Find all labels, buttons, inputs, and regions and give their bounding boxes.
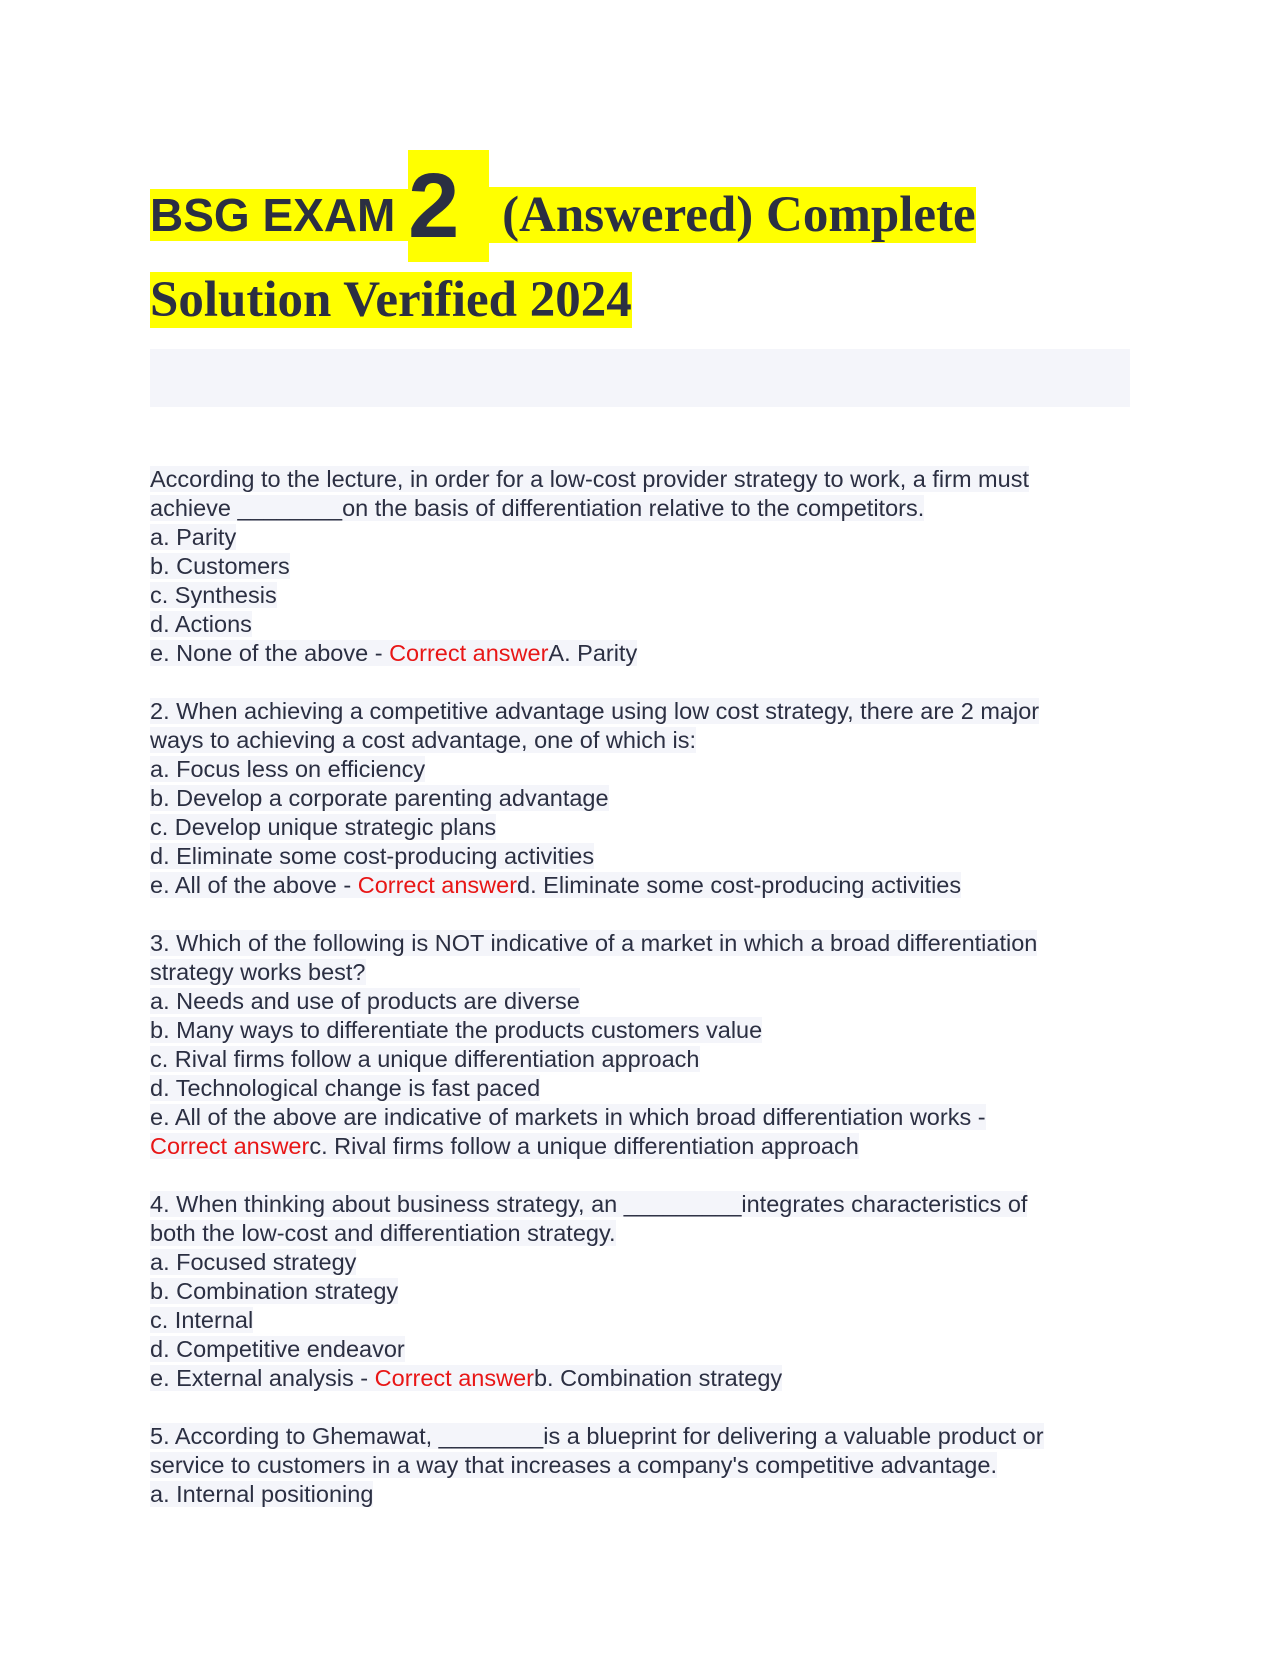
answer-option: d. Technological change is fast paced bbox=[150, 1075, 541, 1101]
correct-answer-value: A. Parity bbox=[548, 640, 638, 666]
answer-option: a. Focus less on efficiency bbox=[150, 756, 426, 782]
correct-answer-label: Correct answer bbox=[374, 1365, 534, 1391]
question-line: achieve ________on the basis of differentiation relative to the competitors. bbox=[150, 495, 925, 521]
answer-option: b. Develop a corporate parenting advantage bbox=[150, 785, 609, 811]
correct-answer-value: d. Eliminate some cost-producing activities bbox=[517, 872, 962, 898]
question-line: 3. Which of the following is NOT indicative of a market in which a broad differentiation bbox=[150, 930, 1038, 956]
answer-option: a. Needs and use of products are diverse bbox=[150, 988, 580, 1014]
option-text: e. External analysis - bbox=[150, 1365, 375, 1391]
title-exam-number: 2 bbox=[408, 150, 489, 262]
correct-answer-value: c. Rival firms follow a unique differentiation approach bbox=[309, 1133, 859, 1159]
question-2 bbox=[150, 697, 1130, 900]
question-4 bbox=[150, 1190, 1130, 1393]
option-text: e. All of the above - bbox=[150, 872, 358, 898]
answer-option: d. Eliminate some cost-producing activities bbox=[150, 843, 595, 869]
answer-option: c. Synthesis bbox=[150, 582, 277, 608]
question-1 bbox=[150, 465, 1130, 668]
title-solution-verified: Solution Verified 2024 bbox=[150, 272, 632, 328]
question-line: 4. When thinking about business strategy, an _________integrates characteristics of bbox=[150, 1191, 1028, 1217]
answer-option: d. Competitive endeavor bbox=[150, 1336, 405, 1362]
question-line: 2. When achieving a competitive advantage using low cost strategy, there are 2 major bbox=[150, 698, 1040, 724]
answer-option: b. Customers bbox=[150, 553, 290, 579]
answer-option: c. Rival firms follow a unique differentiation approach bbox=[150, 1046, 700, 1072]
option-text: e. None of the above - bbox=[150, 640, 390, 666]
answer-option: a. Internal positioning bbox=[150, 1481, 374, 1507]
question-line: both the low-cost and differentiation strategy. bbox=[150, 1220, 616, 1246]
answer-option: a. Focused strategy bbox=[150, 1249, 357, 1275]
document-page bbox=[150, 150, 1130, 1538]
question-line: 5. According to Ghemawat, ________is a blueprint for delivering a valuable product or bbox=[150, 1423, 1044, 1449]
title-exam-label: BSG EXAM bbox=[150, 189, 409, 241]
header-divider-band bbox=[150, 349, 1130, 407]
correct-answer-value: b. Combination strategy bbox=[533, 1365, 783, 1391]
document-title bbox=[150, 150, 1130, 343]
question-5 bbox=[150, 1422, 1130, 1509]
answer-option: c. Develop unique strategic plans bbox=[150, 814, 497, 840]
questions-list bbox=[150, 465, 1130, 1509]
title-answered-complete: (Answered) Complete bbox=[489, 187, 976, 243]
answer-option: d. Actions bbox=[150, 611, 252, 637]
answer-option: b. Many ways to differentiate the products customers value bbox=[150, 1017, 763, 1043]
answer-option-with-correct bbox=[150, 871, 1130, 900]
correct-answer-line bbox=[150, 1132, 1130, 1161]
answer-option: a. Parity bbox=[150, 524, 237, 550]
question-3 bbox=[150, 929, 1130, 1161]
answer-option-with-correct bbox=[150, 1364, 1130, 1393]
answer-option: e. All of the above are indicative of markets in which broad differentiation works - bbox=[150, 1104, 986, 1130]
correct-answer-label: Correct answer bbox=[389, 640, 549, 666]
title-line-2 bbox=[150, 262, 1130, 343]
question-line: service to customers in a way that increases a company's competitive advantage. bbox=[150, 1452, 997, 1478]
question-line: ways to achieving a cost advantage, one of which is: bbox=[150, 727, 697, 753]
answer-option-with-correct bbox=[150, 639, 1130, 668]
answer-option: b. Combination strategy bbox=[150, 1278, 399, 1304]
correct-answer-label: Correct answer bbox=[150, 1133, 310, 1159]
question-line: According to the lecture, in order for a low-cost provider strategy to work, a firm must bbox=[150, 466, 1029, 492]
answer-option: c. Internal bbox=[150, 1307, 254, 1333]
question-line: strategy works best? bbox=[150, 959, 366, 985]
title-line-1 bbox=[150, 150, 1130, 262]
correct-answer-label: Correct answer bbox=[357, 872, 518, 898]
